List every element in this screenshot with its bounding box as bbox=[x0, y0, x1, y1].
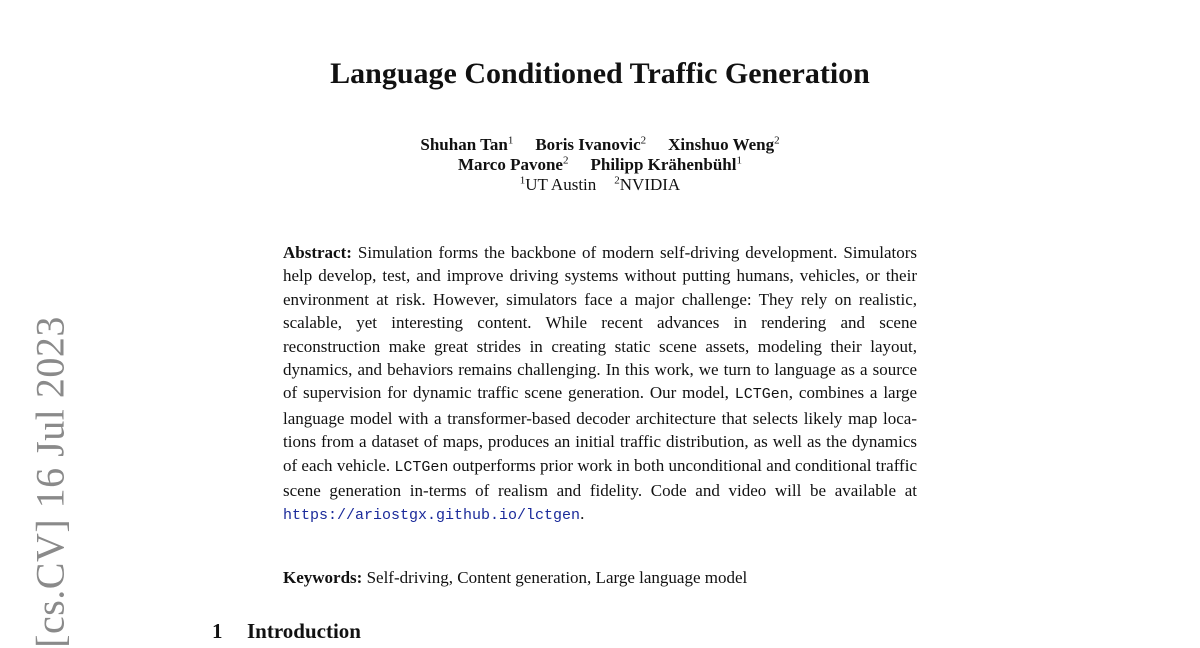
author: Xinshuo Weng$^2$ bbox=[668, 134, 780, 154]
author-line-1 bbox=[0, 135, 1200, 155]
section-title: Introduction bbox=[247, 619, 361, 643]
abstract-text: outperforms prior work in both unconditional and conditional traffic scene generation in-terms of realism and fidelity. Code and video will be available at bbox=[283, 455, 917, 501]
section-number: 1 bbox=[212, 619, 223, 643]
paper-title: Language Conditioned Traffic Generation bbox=[330, 57, 870, 90]
abstract-text: , combines a large language model with a transformer-based decoder architecture that selects likely map locations from a dataset of maps, produces an initial traffic distribution, as well as the dynamics of each vehicle. bbox=[283, 383, 917, 475]
author: Marco Pavone$^2$ bbox=[458, 154, 569, 174]
affiliation-line bbox=[0, 175, 1200, 195]
author: Philipp Krähenbühl$^1$ bbox=[590, 154, 742, 174]
keywords-label: Keywords: bbox=[283, 568, 363, 587]
project-url-link[interactable]: https://ariostgx.github.io/lctgen bbox=[283, 507, 581, 525]
keywords-text: Self-driving, Content generation, Large language model bbox=[366, 568, 748, 587]
author-line-2 bbox=[0, 155, 1200, 175]
model-name: LCTGen bbox=[394, 458, 449, 476]
affiliation: $^1$UT Austin bbox=[519, 174, 597, 194]
abstract-text: Simulation forms the backbone of modern self-driving development. Simulators help develop, test, and improve driving systems without putting humans, vehicles, or their environment at risk. However, simulators face a major challenge: They rely on realistic, scalable, yet interesting content. While recent advances in rendering and scene reconstruction make great strides in creating static scene assets, modeling their layout, dynamics, and behaviors remains challenging. In this work, we turn to language as a source of supervision for dynamic traffic scene generation. Our model, bbox=[283, 243, 918, 403]
author-block bbox=[0, 135, 1200, 195]
author: Shuhan Tan$^1$ bbox=[420, 134, 514, 154]
model-name: LCTGen bbox=[734, 386, 789, 404]
abstract: Abstract: Simulation forms the backbone of modern self-driving development. Simulators help develop, test, and improve driving systems without putting humans, vehicles, or their environment at risk. However, simulators face a major challenge: They rely on realistic, scalable, yet interesting content. While recent advances in rendering and scene reconstruction make great strides in creating static scene assets, modeling their layout, dynamics, and behaviors remains challenging. In this work, we turn to language as a source of supervision for dynamic traffic scene generation. Our model, LCTGen, combines a large language model with a transformer-based decoder architecture that selects likely map locations from a dataset of maps, produces an initial traffic distribution, as well as the dynamics of each vehicle. LCTGen outperforms prior work in both unconditional and conditional traffic scene generation in-terms of realism and fidelity. Code and video will be available at https://ariostgx.github.io/lctgen. bbox=[283, 243, 918, 525]
section-heading bbox=[212, 618, 361, 644]
author: Boris Ivanovic$^2$ bbox=[535, 134, 647, 154]
keywords bbox=[283, 567, 917, 589]
arxiv-stamp: [cs.CV] 16 Jul 2023 bbox=[27, 316, 73, 648]
affiliation: $^2$NVIDIA bbox=[614, 174, 681, 194]
abstract-label: Abstract: bbox=[283, 243, 352, 262]
